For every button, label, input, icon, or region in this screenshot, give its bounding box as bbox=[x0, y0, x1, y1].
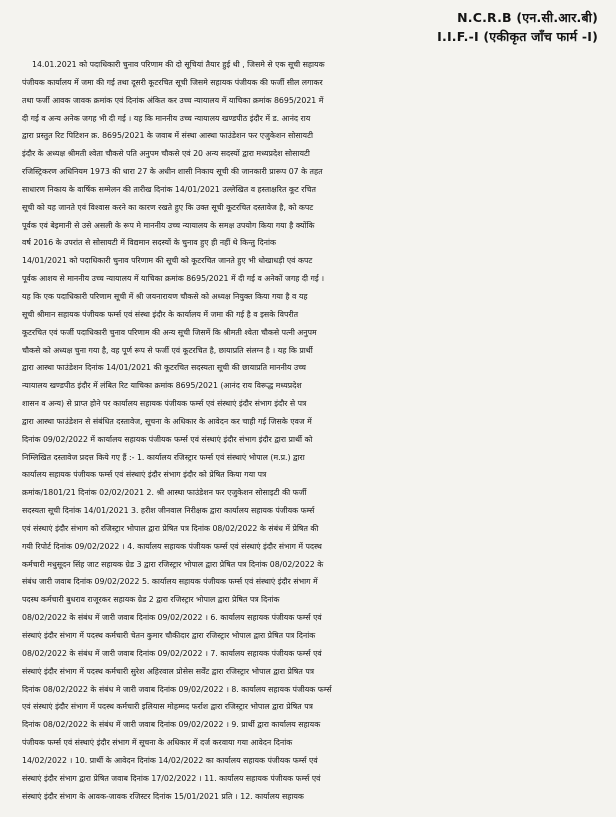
text-line: तथा फर्जी आवक जावक क्रमांक एवं दिनांक अंकित कर उच्च न्यायालय में याचिका क्रमांक 8695/2021 में bbox=[22, 95, 324, 105]
text-line: सूची को यह जानते एवं विश्वास करने का कारण रखते हुए कि उक्त सूची कूटरचित दस्तावेज है, को कपट bbox=[22, 202, 314, 212]
text-line: सदस्यता सूची दिनांक 14/01/2021 3. हरीश जीनवाल निरीक्षक द्वारा कार्यालय सहायक पंजीयक फर्म्स bbox=[22, 506, 315, 516]
text-line: पदस्थ कर्मचारी बुधराव राजूरकर सहायक ग्रेड 2 द्वारा रजिस्ट्रार भोपाल द्वारा प्रेषित पत्र दिनांक bbox=[22, 595, 280, 605]
text-line: द्वारा प्रस्तुत रिट पिटिशन क्र. 8695/2021 के जवाब में संस्था आस्था फाउंडेशन फर एजुकेशन सोसायटी bbox=[22, 131, 314, 141]
text-line: गयी रिपोर्ट दिनांक 09/02/2022 । 4. कार्यालय सहायक पंजीयक फर्म्स एवं संस्थाएं इंदौर संभाग में पदस्थ bbox=[22, 541, 322, 551]
text-line: पूर्वक आशय से माननीय उच्च न्यायालय में याचिका क्रमांक 8695/2021 में दी गई व अनेकों जगह दी गई । bbox=[22, 274, 325, 284]
text-line: 14/02/2022 । 10. प्रार्थी के आवेदन दिनांक 14/02/2022 का कार्यालय सहायक पंजीयक फर्म्स एवं bbox=[22, 755, 318, 765]
text-line: पंजीयक फर्म्स एवं संस्थाएं इंदौर संभाग में सूचना के अधिकार में दर्ज करवाया गया आवेदन दिनांक bbox=[22, 738, 293, 748]
text-line: एवं संस्थाएं इंदौर संभाग को रजिस्ट्रार भोपाल द्वारा प्रेषित पत्र दिनांक 08/02/2022 के संबंध में प्रेषित की bbox=[22, 523, 319, 533]
text-line: सूची श्रीमान सहायक पंजीयक फर्म्स एवं संस्था इंदौर के कार्यालय में जमा की गई है व इसके विपरीत bbox=[22, 309, 299, 319]
text-line: संस्थाएं इंदौर संभाग में पदस्थ कर्मचारी सुरेश अहिरवाल प्रोसेस सर्वेंट द्वारा रजिस्ट्रार भोपाल द्वारा प्रेषित पत्र bbox=[22, 666, 315, 676]
text-line: कूटरचित एवं फर्जी पदाधिकारी चुनाव परिणाम की अन्य सूची जिसमें कि श्रीमती श्वेता चौकसे पत्नी अनुपम bbox=[22, 327, 317, 337]
text-line: 08/02/2022 के संबंध में जारी जवाब दिनांक 09/02/2022 । 7. कार्यालय सहायक पंजीयक फर्म्स एवं bbox=[22, 648, 322, 658]
header-iif: I.I.F.-I (एकीकृत जाँच फार्म -I) bbox=[437, 29, 598, 44]
text-line: वर्ष 2016 के उपरांत से सोसायटी में विद्यमान सदस्यों के चुनाव हुए ही नहीं थे किन्तु दिनांक bbox=[22, 238, 276, 248]
text-line: शासन व अन्य) से प्राप्त होने पर कार्यालय सहायक पंजीयक फर्म्स एवं संस्थाएं इंदौर संभाग इंदौर से पत्र bbox=[22, 399, 307, 409]
header-ncrb: N.C.R.B (एन.सी.आर.बी) bbox=[457, 10, 598, 25]
text-line: दिनांक 08/02/2022 के संबंध मे जारी जवाब दिनांक 09/02/2022 । 8. कार्यालय सहायक पंजीयक फर्म्स bbox=[22, 684, 332, 694]
text-line: क्रमांक/1801/21 दिनांक 02/02/2021 2. श्री आस्था फाउंडेशन फर एजुकेशन सोसाइटी की फर्जी bbox=[22, 488, 307, 498]
text-line: निम्लिखित दस्तावेज प्रदत्त किये गए हैं :- 1. कार्यालय रजिस्ट्रार फर्म्स एवं संस्थाएं भोपाल (म.प्र.) द्वारा bbox=[22, 452, 305, 462]
form-header bbox=[22, 8, 602, 46]
text-line: पूर्वक एवं बेइमानी से उसे असली के रूप मे माननीय उच्च न्यायालय के समक्ष उपयोग किया गया है क्योंकि bbox=[22, 220, 315, 230]
text-line: संस्थाएं इंदौर संभाग में पदस्थ कर्मचारी चेतन कुमार चौकीदार द्वारा रजिस्ट्रार भोपाल द्वारा प्रेषित पत्र दिनांक bbox=[22, 631, 316, 640]
text-line: 14/01/2021 को पदाधिकारी चुनाव परिणाम की सूची को कूटरचित जानते हुए भी धोखाधड़ी एवं कपट bbox=[22, 256, 313, 266]
text-line: पंजीयक कार्यालय में जमा की गई तथा दूसरी कूटरचित सूची जिसमे सहायक पंजीयक की फर्जी सील लगाकर bbox=[22, 77, 323, 87]
text-line: चौकसे को अध्यक्ष चुना गया है, वह पूर्ण रूप से फर्जी एवं कूटरचित है, छायाप्रति संलग्न है । यह कि प्रार्थी bbox=[22, 345, 313, 355]
text-line: 14.01.2021 को पदाधिकारी चुनाव परिणाम की दो सूचियां तैयार हुई थी , जिसमे से एक सूची सहायक bbox=[32, 60, 325, 69]
text-line: साधारण निकाय के वार्षिक सम्मेलन की तारीख दिनांक 14/01/2021 उल्लेखित व हस्ताक्षरित कूट रचित bbox=[22, 184, 316, 194]
text-line: दिनांक 09/02/2022 में कार्यालय सहायक पंजीयक फर्म्स एवं संस्थाएं इंदौर संभाग इंदौर द्वारा प्रार्थी को bbox=[22, 434, 313, 444]
text-line: न्यायालय खण्डपीठ इंदौर में लंबित रिट याचिका क्रमांक 8695/2021 (आनंद राय विरूद्ध मध्यप्रदेश bbox=[22, 381, 302, 391]
text-line: संस्थाएं इंदौर संभाग द्वारा प्रेषित जवाब दिनांक 17/02/2022 । 11. कार्यालय सहायक पंजीयक फर्म्स एवं bbox=[22, 773, 321, 783]
text-line: इंदौर के अध्यक्ष श्रीमती श्वेता चौकसे पति अनुपम चौकसे एवं 20 अन्य सदस्यों द्वारा मध्यप्रदेश सोसायटी bbox=[22, 149, 310, 159]
text-line: यह कि एक पदाधिकारी परिणाम सूची में श्री जयनारायण चौकसे को अध्यक्ष नियुक्त किया गया है व यह bbox=[22, 291, 308, 301]
text-line: एवं संस्थाएं इंदौर संभाग में पदस्थ कर्मचारी इलियास मोहम्मद फर्राश द्वारा रजिस्ट्रार भोपाल द्वारा प्रेषित पत्र bbox=[22, 702, 313, 712]
text-line: कार्यालय सहायक पंजीयक फर्म्स एवं संस्थाएं इंदौर संभाग इंदौर को प्रेषित किया गया पत्र bbox=[22, 470, 267, 480]
document-body bbox=[22, 56, 602, 805]
text-line: 08/02/2022 के संबंध में जारी जवाब दिनांक 09/02/2022 । 6. कार्यालय सहायक पंजीयक फर्म्स एवं bbox=[22, 613, 322, 623]
text-line: द्वारा आस्था फाउंडेशन दिनांक 14/01/2021 की कूटरचित सदस्यता सूची की छायाप्रति माननीय उच्च bbox=[22, 363, 307, 373]
text-line: द्वारा आस्था फाउंडेशन से संबंधित दस्तावेज, सूचना के अधिकार के आवेदन कर चाही गई जिसके एवज में bbox=[22, 416, 312, 426]
text-line: दिनांक 08/02/2022 के संबंध में जारी जवाब दिनांक 09/02/2022 । 9. प्रार्थी द्वारा कार्यालय सहायक bbox=[22, 720, 321, 730]
text-line: कर्मचारी मधुसूदन सिंह जाट सहायक ग्रेड 3 द्वारा रजिस्ट्रार भोपाल द्वारा प्रेषित पत्र दिनांक 08/02/2022 के bbox=[22, 559, 324, 569]
text-line: संस्थाएं इंदौर संभाग के आवक-जावक रजिस्टर दिनांक 15/01/2021 प्रति । 12. कार्यालय सहायक bbox=[22, 791, 304, 801]
text-line: दी गई व अन्य अनेक जगह भी दी गई । यह कि माननीय उच्च न्यायालय खण्डपीठ इंदौर में ड. आनंद राय bbox=[22, 113, 311, 123]
text-line: संबंध जारी जवाब दिनांक 09/02/2022 5. कार्यालय सहायक पंजीयक फर्म्स एवं संस्थाएं इंदौर संभाग में bbox=[22, 577, 318, 587]
text-line: रजिस्ट्रिकरण अधिनियम 1973 की धारा 27 के अधीन शासी निकाय सूची की जानकारी प्रारूप 07 के तहत bbox=[22, 167, 323, 177]
